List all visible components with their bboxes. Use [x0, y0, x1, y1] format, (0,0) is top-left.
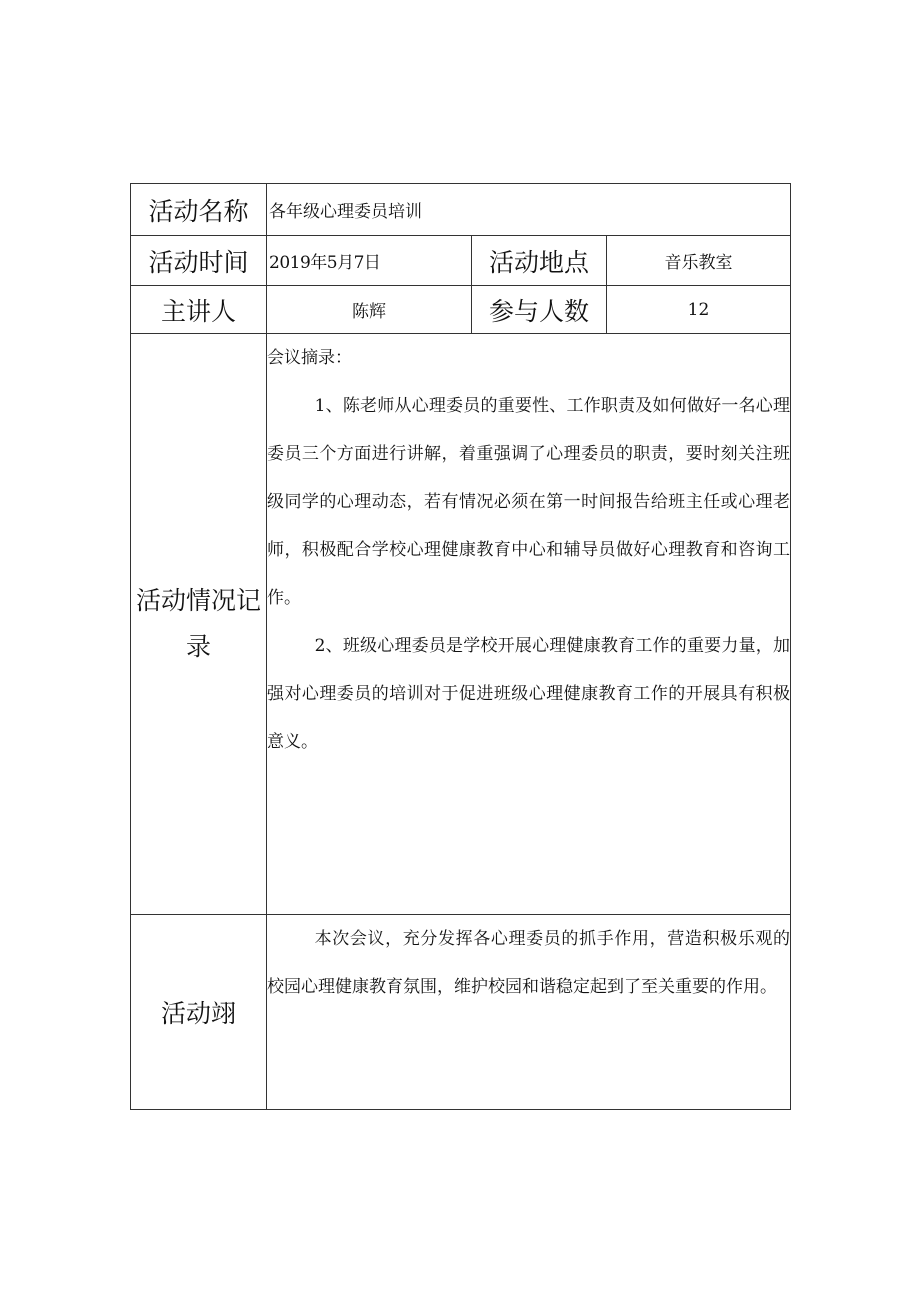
- row-time-place: [131, 236, 791, 286]
- activity-time-value: [267, 236, 472, 286]
- activity-record-notes: [267, 334, 791, 915]
- activity-time-label: 活动时间: [131, 236, 267, 286]
- activity-time-text: 2019年5月7日: [269, 253, 381, 273]
- record-heading: 会议摘录：: [267, 348, 352, 368]
- row-activity-effect: [131, 915, 791, 1110]
- row-speaker-count: [131, 286, 791, 334]
- activity-effect-text: [267, 915, 791, 1110]
- activity-name-label: 活动名称: [131, 184, 267, 236]
- activity-record-label: 活动情况记录: [131, 334, 267, 915]
- activity-place-label: 活动地点: [472, 236, 607, 286]
- activity-place-value: 音乐教室: [607, 236, 791, 286]
- activity-record-form: [130, 183, 790, 1109]
- speaker-label: 主讲人: [131, 286, 267, 334]
- participant-count-value: 12: [607, 286, 791, 334]
- speaker-value: 陈辉: [267, 286, 472, 334]
- activity-record-table: [130, 183, 791, 1110]
- activity-effect-label: 活动翊: [131, 915, 267, 1110]
- row-activity-name: [131, 184, 791, 236]
- record-paragraph-1: 1、陈老师从心理委员的重要性、工作职责及如何做好一名心理委员三个方面进行讲解，着重强调了心理委员的职责，要时刻关注班级同学的心理动态，若有情况必须在第一时间报告给班主任或心理老师，积极配合学校心理健康教育中心和辅导员做好心理教育和咨询工作。: [267, 396, 790, 608]
- record-paragraph-2: 2、班级心理委员是学校开展心理健康教育工作的重要力量，加强对心理委员的培训对于促进班级心理健康教育工作的开展具有积极意义。: [267, 636, 790, 752]
- row-activity-record: [131, 334, 791, 915]
- activity-name-value: 各年级心理委员培训: [267, 184, 791, 236]
- participant-count-label: 参与人数: [472, 286, 607, 334]
- effect-paragraph: 本次会议，充分发挥各心理委员的抓手作用，营造积极乐观的校园心理健康教育氛围，维护校园和谐稳定起到了至关重要的作用。: [267, 929, 790, 997]
